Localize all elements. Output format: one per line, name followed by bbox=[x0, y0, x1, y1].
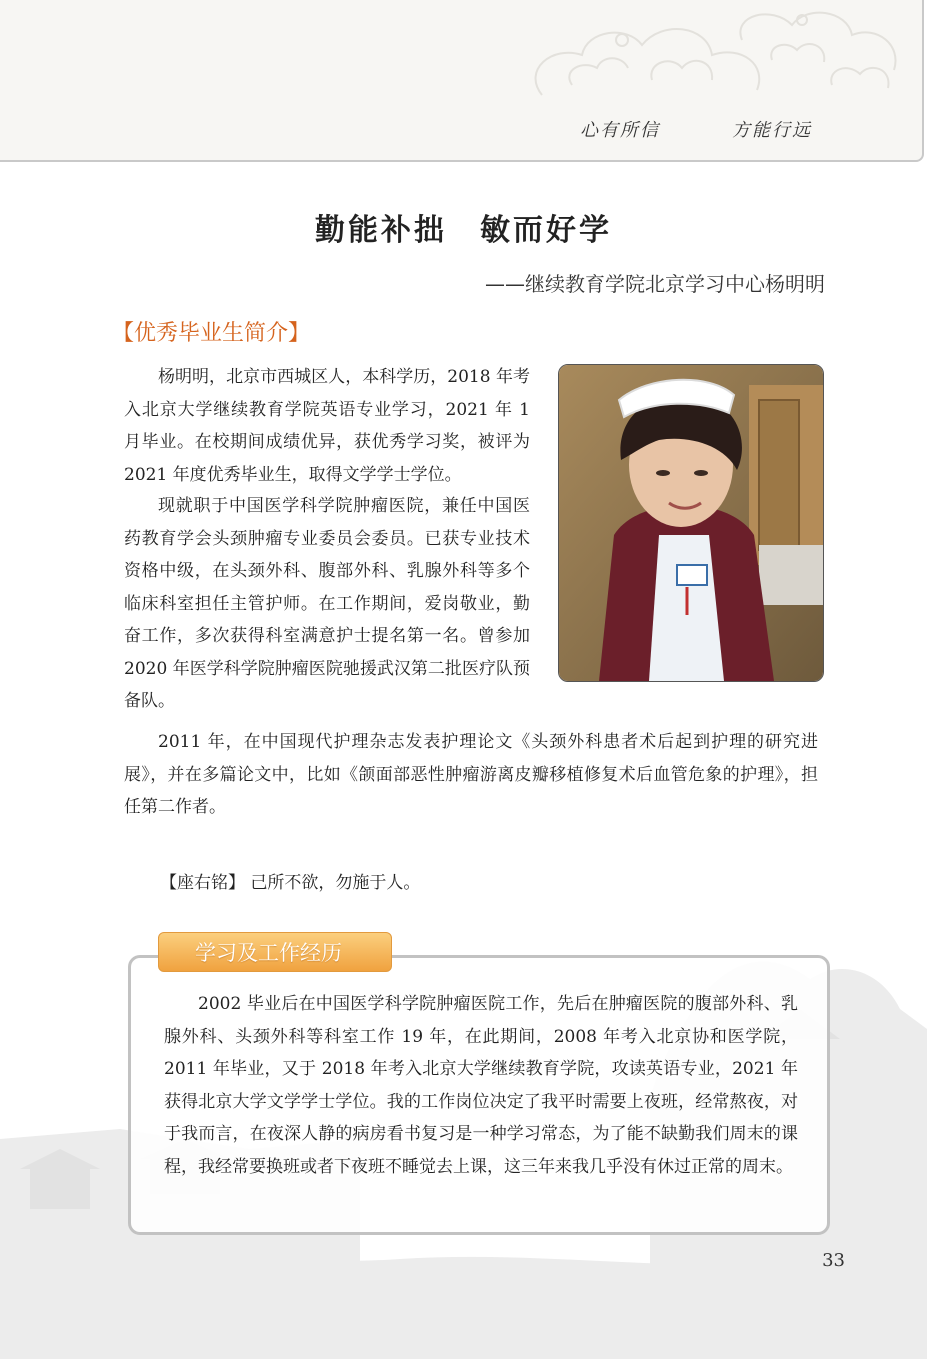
publication-paragraph: 2011 年，在中国现代护理杂志发表护理论文《头颈外科患者术后起到护理的研究进展》，并在多篇论文中，比如《颌面部恶性肿瘤游离皮瓣移植修复术后血管危象的护理》，担任第二作者。 bbox=[124, 732, 818, 817]
experience-paragraph: 2002 毕业后在中国医学科学院肿瘤医院工作，先后在肿瘤医院的腹部外科、乳腺外科、头颈外科等科室工作 19 年，在此期间，2008 年考入北京协和医学院，2011 年毕业，又于 2018 年考入北京大学继续教育学院，攻读英语专业，2021 年获得北京大学文学学士学位。我的工作岗位决定了我平时需要上夜班，经常熬夜，对于我而言，在夜深人静的病房看书复习是一种学习常态，为了能不缺勤我们周末的课程，我经常要换班或者下夜班不睡觉去上课，这三年来我几乎没有休过正常的周末。 bbox=[164, 994, 798, 1177]
cloud-pattern-icon bbox=[502, 0, 922, 110]
section-label: 【优秀毕业生简介】 bbox=[112, 321, 311, 346]
article-title: 勤能补拙 敏而好学 bbox=[315, 213, 612, 248]
portrait-photo bbox=[558, 364, 824, 682]
nurse-portrait-icon bbox=[559, 365, 823, 681]
article-subtitle: ——继续教育学院北京学习中心杨明明 bbox=[485, 272, 825, 296]
experience-tab-label: 学习及工作经历 bbox=[158, 932, 392, 972]
header-motto-right: 方能行远 bbox=[732, 120, 812, 141]
header-motto-left: 心有所信 bbox=[580, 120, 660, 141]
page-header bbox=[0, 0, 924, 162]
career-paragraph: 现就职于中国医学科学院肿瘤医院，兼任中国医药教育学会头颈肿瘤专业委员会委员。已获专业技术资格中级，在头颈外科、腹部外科、乳腺外科等多个临床科室担任主管护师。在工作期间，爱岗敬业，勤奋工作，多次获得科室满意护士提名第一名。曾参加 2020 年医学科学院肿瘤医院驰援武汉第二批医疗队预备队。 bbox=[124, 496, 530, 711]
intro-paragraph: 杨明明，北京市西城区人，本科学历，2018 年考入北京大学继续教育学院英语专业学习，2021 年 1 月毕业。在校期间成绩优异，获优秀学习奖，被评为 2021 年度优秀毕业生，取得文学学士学位。 bbox=[124, 367, 530, 485]
page-number: 33 bbox=[822, 1250, 845, 1271]
personal-motto: 【座右铭】 己所不欲，勿施于人。 bbox=[160, 873, 421, 893]
